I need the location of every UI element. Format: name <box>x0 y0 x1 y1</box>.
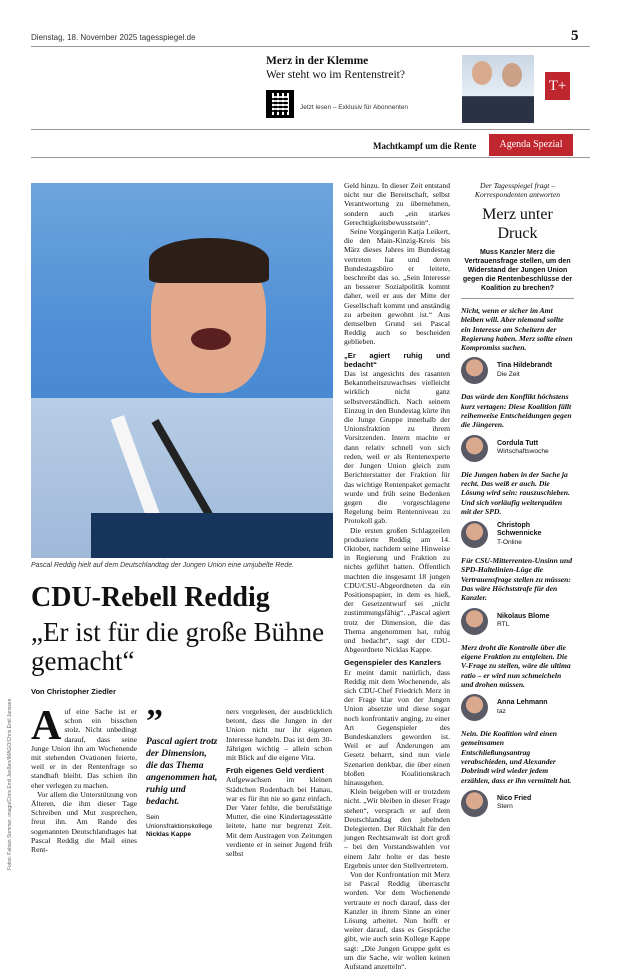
qr-code-icon[interactable] <box>266 90 294 118</box>
subheading: Gegenspieler des Kanzlers <box>344 658 442 668</box>
respondent-name: Tina Hildebrandt Die Zeit <box>497 362 553 378</box>
photo-caption: Pascal Reddig hielt auf dem Deutschlandtag der Jungen Union eine umjubelte Rede. <box>31 562 295 569</box>
attribution-role: Sein Unionsfraktionskollege <box>146 814 213 830</box>
subheading: Früh eigenes Geld verdient <box>226 766 324 776</box>
dropcap: A <box>31 703 62 749</box>
portrait-head <box>502 63 522 87</box>
article-column-3 <box>226 707 332 867</box>
photo-credit: Fotos: Fabian Sommer, imago/Chris Emil Janßen/IMAGO/Chris Emil Janssen <box>7 698 13 870</box>
teaser-title[interactable]: Merz in der Klemme <box>266 55 369 67</box>
article-column-1 <box>31 703 137 867</box>
lead-photo <box>31 183 333 558</box>
section-rule <box>31 157 590 158</box>
header-rule <box>31 46 590 47</box>
quote-mark-icon: ” <box>146 703 163 740</box>
respondent-name: Nikolaus Blome RTL <box>497 612 550 629</box>
avatar <box>461 608 488 635</box>
poll-sidebar <box>461 181 574 825</box>
section-rule <box>31 129 590 130</box>
respondent-name: Anna Lehmann taz <box>497 699 548 715</box>
paragraph: Aufgewachsen im kleinen Städtchen Rodenbach bei Hanau, war es für ihn nie so ganz einfach. Der Vater fehlte, die berufstätige Mutter, die eine Kindertagesstätte leitete, hatte nur begrenzt Zeit. Mit dem Austragen von Zeitungen verdiente er in seiner Jugend früh selbst <box>226 775 332 859</box>
sidebar-question: Muss Kanzler Merz die Vertrauensfrage stellen, um den Widerstand der Jungen Union gegen die Rentenbeschlüsse der Koalition zu brechen? <box>462 249 573 292</box>
author-byline: Von Christopher Ziedler <box>31 687 116 696</box>
avatar <box>461 694 488 721</box>
dateline: Dienstag, 18. November 2025 tagesspiegel.de <box>31 33 196 42</box>
respondent <box>461 357 574 384</box>
avatar <box>461 435 488 462</box>
section-tag: Agenda Spezial <box>489 134 573 156</box>
pull-quote <box>146 703 220 840</box>
pull-quote-attribution <box>146 814 220 840</box>
answer-text: Das würde den Konflikt höchstens kurz vertagen: Diese Koalition fällt reihenweise Entscheidungen gegen die Jüngeren. <box>461 392 572 430</box>
portrait-head <box>472 61 492 85</box>
paragraph: Von der Konfrontation mit Merz ist Pascal Reddig überrascht worden. Vor dem Wochenende vertraute er noch darauf, dass der Kanzler in ihrem Sinne an einer Lösung arbeitet. Nun hofft er weiter darauf, dass es Gespräche gibt, wie auch sein Kollege Kappe sagt: „Die Jungen Gruppe geht es um die Sache, wir wollen keinen Aufstand anzetteln“. <box>344 870 450 971</box>
answer-text: Nein. Die Koalition wird einen gemeinsamen Entschließungsantrag verabschieden, und Alexander Dobrindt wird wieder jedem erzählen, dass er ihn vermittelt hat. <box>461 729 572 785</box>
tplus-badge[interactable]: T+ <box>545 72 570 100</box>
respondent <box>461 694 574 721</box>
teaser-cta[interactable]: Jetzt lesen – Exklusiv für Abonnenten <box>300 104 409 111</box>
respondent <box>461 608 574 635</box>
paragraph: Seine Vorgängerin Katja Leikert, die den Main-Kinzig-Kreis bis März dieses Jahres im Bundestag vertreten hat und deren Bundestagsbüro er leitete, beschreibt das so. „Sein Interesse an besserer Sozialpolitik kommt daher, weil er aus der Mitte der Gesellschaft kommt und anständig zu arbeiten gewohnt ist.“ Aus demselben Grund sei Pascal Reddig auch so bescheiden geblieben. <box>344 227 450 347</box>
sidebar-kicker: Der Tagesspiegel fragt – Korrespondenten antworten <box>474 181 561 199</box>
respondent-name: Nico Fried Stern <box>497 794 532 811</box>
respondent <box>461 521 574 548</box>
photo-hair <box>149 238 269 283</box>
teaser-subtitle[interactable]: Wer steht wo im Rentenstreit? <box>266 69 405 81</box>
quote-headline: „Er ist für die große Bühne gemacht“ <box>31 617 325 676</box>
paragraph: uf eine Sache ist er schon ein bisschen stolz. Nicht unbedingt darauf, dass seine Junge Union ihn am Wochenende mit stehenden Ovationen feierte, weil er in der Rentenfrage so standhaft bleibt. Das schien ihn eher verlegen zu machen. <box>31 707 137 790</box>
attribution-name: Nicklas Kappe <box>146 831 192 838</box>
sidebar-title: Merz unter Druck <box>482 206 553 242</box>
paragraph: Klein beigeben will er trotzdem nicht. „Wir bleiben in dieser Frage stehen“, versprach er auf dem Deutschlandtag den jubelnden Delegierten. Der Rückhalt für den jungen Rechtsanwalt ist dort groß – bei den Vorstandswahlen vor einem Jahr holte er das beste Ergebnis unter den Stellvertretern. <box>344 787 450 870</box>
paragraph: Die ersten großen Schlagzeilen produzierte Reddig am 14. Oktober, nachdem seine Hinweise in Regierung und Fraktion zu nichts geführt hatten. Öffentlich machten die insgesamt 18 jungen CDU/CSU-Abgeordneten da ein Positionspapier, in dem es hieß, der Gesetzentwurf sei „nicht zustimmungsfähig“. „Pascal agiert trotz der Dimension, die das Thema angenommen hat, ruhig und bedacht“, sagt der CDU-Abgeordnete Nicklas Kappe. <box>344 525 450 655</box>
answer-text: Für CSU-Mitterrenten-Unsinn und SPD-Haltelinien-Lüge die Vertrauensfrage stellen zu müssen: Das wäre Höchststrafe für den Kanzler. <box>461 556 572 603</box>
article-column-4 <box>344 181 450 971</box>
avatar <box>461 521 488 548</box>
headline: CDU-Rebell Reddig <box>31 582 270 613</box>
section-label: Machtkampf um die Rente <box>373 141 477 151</box>
photo-mouth <box>191 328 231 350</box>
respondent-name: Christoph Schwennicke T-Online <box>497 521 542 546</box>
respondent-name: Cordula Tutt Wirtschaftswoche <box>497 439 549 456</box>
paragraph: ners vorgelesen, der ausdrücklich betont, dass die Jungen in der Union nicht nur ihr eigenen Interesse handeln. Das ist dem 30-Jährigen wichtig – allein schon mit Blick auf die eigene Vita. <box>226 707 332 763</box>
answer-text: Merz droht die Kontrolle über die eigene Fraktion zu entgleiten. Die V-Frage zu stellen, wäre die ultima ratio – er wird nun schmeicheln und drohen müssen. <box>461 642 571 689</box>
sidebar-rule <box>461 298 574 299</box>
teaser-photo <box>462 55 534 123</box>
pull-quote-text: Pascal agiert trotz der Dimension, die das Thema angenommen hat, ruhig und bedacht. <box>146 736 218 807</box>
paragraph: Er meint damit natürlich, dass Reddig mit dem Wochenende, als sich CDU-Chef Friedrich Merz in der Frage klar von der Jungen Union absetzte und diese sogar noch konfrontativ anging, zu einer Art Gegenspieler des Bundeskanzlers geworden ist. Weil er auf Änderungen am Gesetz beharrt, sind nun viele Szenarien denkbar, die über einen bloßen Koalitionskrach hinausgehen. <box>344 667 450 787</box>
avatar <box>461 357 488 384</box>
page-number: 5 <box>571 28 579 44</box>
answer-text: Die Jungen haben in der Sache ja recht. Das weiß er auch. Die Lösung wird sein: rauszuschieben. Und sich vorläufig weiterquälen mit der SPD. <box>461 469 570 516</box>
paragraph: Geld hinzu. In dieser Zeit entstand nicht nur die Bereitschaft, selbst Verantwortung zu übernehmen, sondern auch „ein starkes Gerechtigkeitsbewusstsein“. <box>344 181 450 227</box>
paragraph: Das ist angesichts des rasanten Bekanntheitszuwachses vielleicht wirklich nicht ganz selbstverständlich. Nach seinem Einzug in den Bundestag kürte ihn die Junge Gruppe innerhalb der Unionsfraktion zu ihrem Vorsitzenden. Intern machte er dann relativ schnell von sich reden, weil er als Rentenexperte der Jungen Union gleich zum Berichterstatter der Fraktion für das wichtige Rentenpaket gemacht wurde und früh seine Bedenken gegen die vorgeschlagene Regelung beim Rentenniveau zu Protokoll gab. <box>344 369 450 526</box>
avatar <box>461 790 488 817</box>
answer-text: Nicht, wenn er sicher im Amt bleiben will. Aber niemand sollte ein Interesse am Scheitern der Regierung haben. Merz sollte einen Kompromiss suchen. <box>461 306 573 353</box>
respondent <box>461 790 574 817</box>
subheading: „Er agiert ruhig und bedacht“ <box>344 350 450 369</box>
respondent <box>461 435 574 462</box>
photo-lectern <box>91 513 333 558</box>
paragraph: Vor allem die Unterstützung von Älteren, die ihm dieser Tage Schreiben und Mut zusprechen, freut ihn. Am Rande des sogenannten Deutschlandtages hat Pascal Reddig die Mail eines Rent- <box>31 789 137 855</box>
